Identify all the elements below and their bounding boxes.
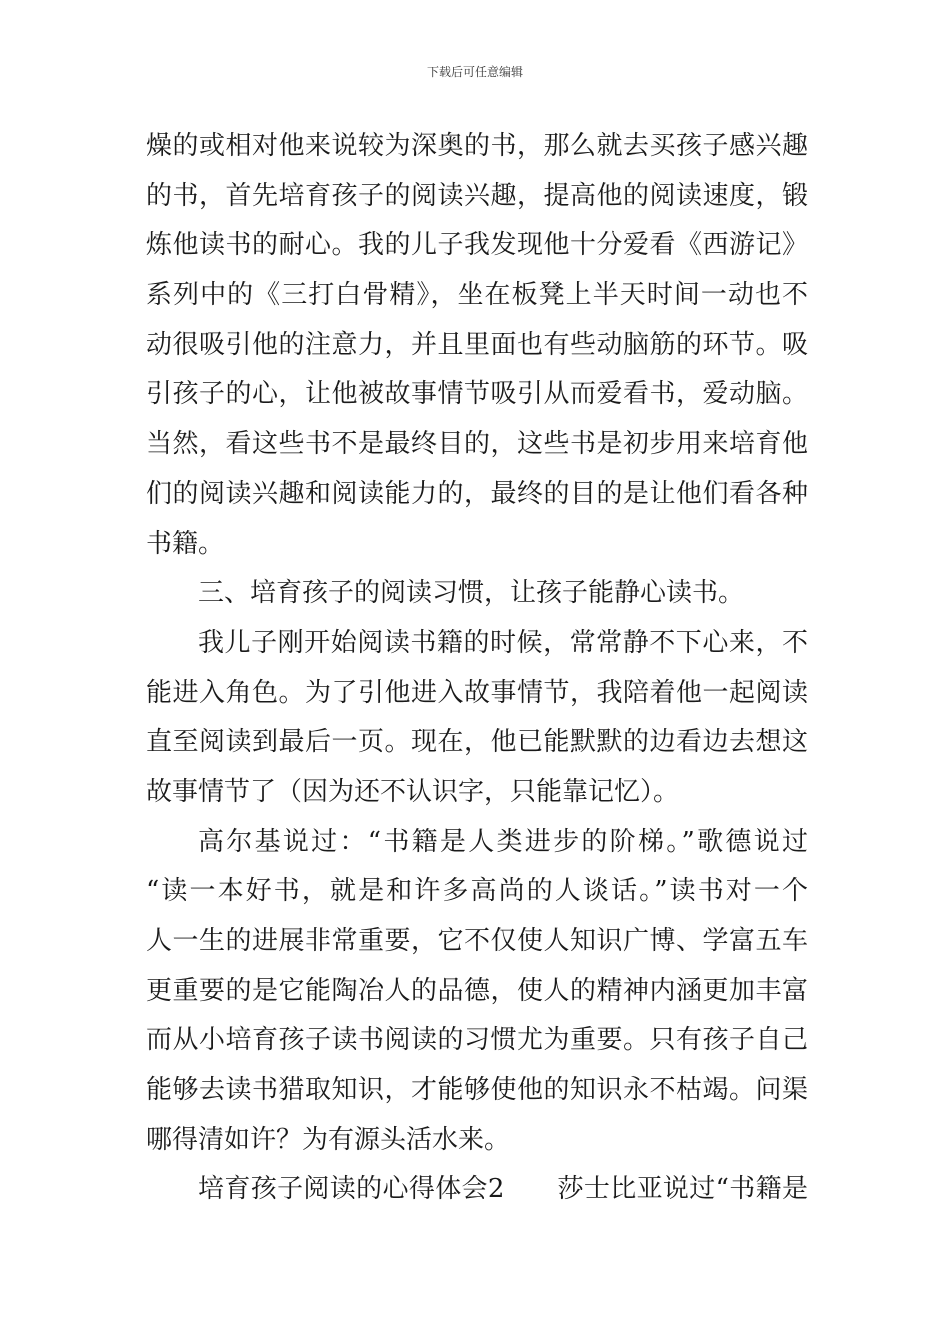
text-line: 能进入角色。为了引他进入故事情节，我陪着他一起阅读 <box>146 677 808 708</box>
text-line: 我儿子刚开始阅读书籍的时候，常常静不下心来，不 <box>198 627 808 658</box>
text-line: 当然，看这些书不是最终目的，这些书是初步用来培育他 <box>146 429 808 460</box>
text-line: 高尔基说过：“书籍是人类进步的阶梯。”歌德说过 <box>198 826 808 857</box>
text-line: 直至阅读到最后一页。现在，他已能默默的边看边去想这 <box>146 727 808 758</box>
text-line: 培育孩子阅读的心得体会2 莎士比亚说过“书籍是 <box>198 1174 808 1205</box>
text-line: 更重要的是它能陶冶人的品德，使人的精神内涵更加丰富 <box>146 975 808 1006</box>
text-line: 书籍。 <box>146 528 225 559</box>
text-line: 人一生的进展非常重要，它不仅使人知识广博、学富五车 <box>146 926 808 956</box>
text-line: 系列中的《三打白骨精》，坐在板凳上半天时间一动也不 <box>146 280 808 311</box>
text-line: 炼他读书的耐心。我的儿子我发现他十分爱看《西游记》 <box>146 230 808 261</box>
text-line: 的书，首先培育孩子的阅读兴趣，提高他的阅读速度，锻 <box>146 180 808 211</box>
text-line: 燥的或相对他来说较为深奥的书，那么就去买孩子感兴趣 <box>146 131 808 161</box>
text-line: 能够去读书猎取知识，才能够使他的知识永不枯竭。问渠 <box>146 1075 808 1106</box>
text-line: 动很吸引他的注意力，并且里面也有些动脑筋的环节。吸 <box>146 329 808 360</box>
text-line: 引孩子的心，让他被故事情节吸引从而爱看书，爱动脑。 <box>146 379 808 410</box>
text-line: 们的阅读兴趣和阅读能力的，最终的目的是让他们看各种 <box>146 478 808 509</box>
text-line: 三、培育孩子的阅读习惯，让孩子能静心读书。 <box>198 578 745 609</box>
document-body <box>146 122 808 1215</box>
text-line: 而从小培育孩子读书阅读的习惯尤为重要。只有孩子自己 <box>146 1025 808 1056</box>
page-header: 下载后可任意编辑 <box>426 65 523 79</box>
text-line: “读一本好书，就是和许多高尚的人谈话。”读书对一个 <box>146 876 808 907</box>
text-line: 故事情节了（因为还不认识字，只能靠记忆）。 <box>146 776 680 807</box>
text-line: 哪得清如许？为有源头活水来。 <box>146 1124 511 1155</box>
